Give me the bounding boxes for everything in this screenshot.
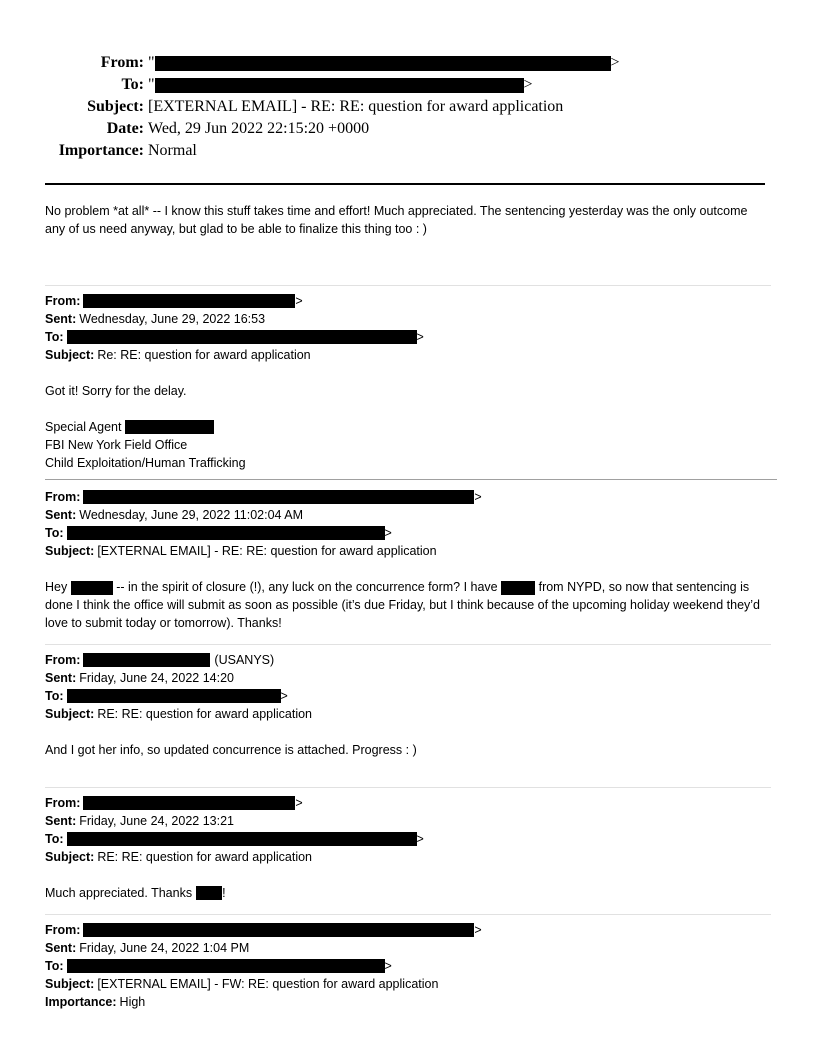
to-bracket: > xyxy=(384,526,392,540)
importance-label: Importance: xyxy=(45,995,117,1009)
to-label: To: xyxy=(45,526,64,540)
sent-text: Wednesday, June 29, 2022 16:53 xyxy=(79,312,266,326)
message-to-row xyxy=(45,524,771,542)
header-date-row xyxy=(40,118,620,140)
email-header xyxy=(40,52,620,162)
header-divider xyxy=(45,183,765,185)
from-label: From: xyxy=(45,490,81,504)
header-subject-row xyxy=(40,96,620,118)
signature-office: FBI New York Field Office xyxy=(45,438,188,452)
redaction-box xyxy=(155,56,611,71)
message-from-row xyxy=(45,488,771,506)
quoted-message xyxy=(45,292,771,472)
redaction-box xyxy=(67,526,385,540)
quoted-message xyxy=(45,794,771,902)
redaction-box xyxy=(83,923,474,937)
message-divider xyxy=(45,479,777,480)
sent-text: Friday, June 24, 2022 14:20 xyxy=(79,671,234,685)
body-text-segment: ! xyxy=(222,886,226,900)
message-body-text: Got it! Sorry for the delay. xyxy=(45,384,187,398)
message-sent-row xyxy=(45,669,771,687)
from-bracket: > xyxy=(295,294,303,308)
redaction-box xyxy=(83,294,295,308)
message-subject-row xyxy=(45,346,771,364)
from-org: (USANYS) xyxy=(214,653,275,667)
sent-text: Friday, June 24, 2022 13:21 xyxy=(79,814,234,828)
redaction-box xyxy=(83,653,210,667)
redaction-box xyxy=(196,886,222,900)
subject-text: Re: RE: question for award application xyxy=(97,348,311,362)
signature-title-row xyxy=(45,418,771,436)
to-quote: " xyxy=(148,76,155,93)
redaction-box xyxy=(67,689,281,703)
subject-text: [EXTERNAL EMAIL] - RE: RE: question for award application xyxy=(148,98,564,115)
signature-title: Special Agent xyxy=(45,420,122,434)
body-text-segment: Much appreciated. Thanks xyxy=(45,886,193,900)
message-sent-row xyxy=(45,939,771,957)
header-importance-row xyxy=(40,140,620,162)
message-from-row xyxy=(45,794,771,812)
to-bracket: > xyxy=(384,959,392,973)
from-bracket: > xyxy=(474,490,482,504)
from-label: From: xyxy=(45,653,81,667)
redaction-box xyxy=(501,581,535,595)
to-label: To: xyxy=(45,832,64,846)
message-body-text xyxy=(45,884,771,902)
header-from-row xyxy=(40,52,620,74)
message-from-row xyxy=(45,651,771,669)
date-text: Wed, 29 Jun 2022 22:15:20 +0000 xyxy=(148,120,370,137)
redaction-box xyxy=(83,490,474,504)
subject-text: [EXTERNAL EMAIL] - RE: RE: question for award application xyxy=(97,544,437,558)
header-to-row xyxy=(40,74,620,96)
to-bracket: > xyxy=(416,330,424,344)
subject-text: RE: RE: question for award application xyxy=(97,850,313,864)
message-divider xyxy=(45,787,771,788)
message-to-row xyxy=(45,830,771,848)
message-sent-row xyxy=(45,310,771,328)
message-to-row xyxy=(45,957,771,975)
latest-message-text: No problem *at all* -- I know this stuff takes time and effort! Much appreciated. The sentencing yesterday was the only outcome any of us need anyway, but glad to be able to finalize this thing too : ) xyxy=(45,204,748,236)
from-label: From: xyxy=(100,54,144,71)
message-body-text: And I got her info, so updated concurrence is attached. Progress : ) xyxy=(45,743,417,757)
message-importance-row xyxy=(45,993,771,1011)
message-subject-row xyxy=(45,542,771,560)
subject-label: Subject: xyxy=(45,977,95,991)
importance-label: Importance: xyxy=(58,142,144,159)
quoted-message xyxy=(45,488,771,632)
to-label: To: xyxy=(45,959,64,973)
sent-label: Sent: xyxy=(45,508,77,522)
from-bracket: > xyxy=(610,54,620,71)
from-label: From: xyxy=(45,923,81,937)
redaction-box xyxy=(125,420,214,434)
subject-text: [EXTERNAL EMAIL] - FW: RE: question for award application xyxy=(97,977,439,991)
subject-label: Subject: xyxy=(45,544,95,558)
message-from-row xyxy=(45,921,771,939)
message-sent-row xyxy=(45,506,771,524)
from-bracket: > xyxy=(295,796,303,810)
sent-text: Friday, June 24, 2022 1:04 PM xyxy=(79,941,250,955)
importance-text: High xyxy=(119,995,146,1009)
subject-label: Subject: xyxy=(87,98,144,115)
to-bracket: > xyxy=(523,76,533,93)
sent-text: Wednesday, June 29, 2022 11:02:04 AM xyxy=(79,508,304,522)
redaction-box xyxy=(67,832,417,846)
redaction-box xyxy=(155,78,524,93)
redaction-box xyxy=(67,330,417,344)
date-label: Date: xyxy=(106,120,144,137)
subject-text: RE: RE: question for award application xyxy=(97,707,313,721)
body-text-segment: Hey xyxy=(45,580,68,594)
message-subject-row xyxy=(45,705,771,723)
to-label: To: xyxy=(45,689,64,703)
subject-label: Subject: xyxy=(45,707,95,721)
message-from-row xyxy=(45,292,771,310)
message-sent-row xyxy=(45,812,771,830)
message-to-row xyxy=(45,328,771,346)
body-text-segment: -- in the spirit of closure (!), any luck on the concurrence form? I have xyxy=(116,580,498,594)
email-body xyxy=(45,202,771,1011)
body-text-segment: from NYPD, so now that xyxy=(538,580,673,594)
to-bracket: > xyxy=(280,689,288,703)
sent-label: Sent: xyxy=(45,941,77,955)
message-subject-row xyxy=(45,848,771,866)
redaction-box xyxy=(71,581,113,595)
quoted-message xyxy=(45,921,771,1011)
signature-unit: Child Exploitation/Human Trafficking xyxy=(45,456,246,470)
message-subject-row xyxy=(45,975,771,993)
from-quote: " xyxy=(148,54,155,71)
subject-label: Subject: xyxy=(45,850,95,864)
to-label: To: xyxy=(121,76,144,93)
message-divider xyxy=(45,285,771,286)
sent-label: Sent: xyxy=(45,814,77,828)
subject-label: Subject: xyxy=(45,348,95,362)
redaction-box xyxy=(83,796,295,810)
message-divider xyxy=(45,644,771,645)
from-bracket: > xyxy=(474,923,482,937)
message-divider xyxy=(45,914,771,915)
quoted-message xyxy=(45,651,771,759)
from-label: From: xyxy=(45,294,81,308)
from-label: From: xyxy=(45,796,81,810)
message-to-row xyxy=(45,687,771,705)
body-text-segment: sentencing is done I think the office will submit as soon as possible (it’s due Friday, but I think because of the upcoming holiday weekend they’d love to submit today or tomorrow). Thanks! xyxy=(45,580,760,630)
to-label: To: xyxy=(45,330,64,344)
redaction-box xyxy=(67,959,385,973)
sent-label: Sent: xyxy=(45,312,77,326)
message-body-text xyxy=(45,578,771,632)
to-bracket: > xyxy=(416,832,424,846)
sent-label: Sent: xyxy=(45,671,77,685)
importance-text: Normal xyxy=(148,142,197,159)
